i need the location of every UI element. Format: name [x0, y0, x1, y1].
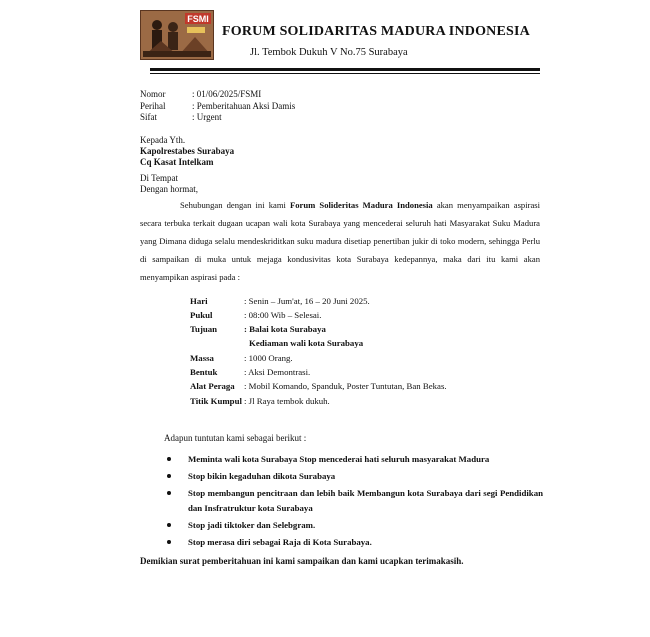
meta-key: Sifat	[140, 112, 157, 122]
meta-key: Nomor	[140, 89, 166, 99]
meta-value: : 01/06/2025/FSMI	[192, 89, 262, 99]
schedule-key: Bentuk	[190, 367, 218, 377]
schedule-key: Titik Kumpul	[190, 396, 242, 406]
bullet-icon	[167, 523, 171, 527]
bullet-icon	[167, 474, 171, 478]
closing-sentence: Demikian surat pemberitahuan ini kami sampaikan dan kami ucapkan terimakasih.	[140, 556, 464, 566]
body-part-2: akan menyampaikan aspirasi secara terbuka terkait dugaan ucapan wali kota Surabaya yang mencederai seluruh hati Masyarakat Suku Madura yang Dimana diduga selalu mendeskriditkan suku madura disetiap penertiban jukir di toko modern, sehingga Perlu di sampaikan di muka untuk mejaga kondusivitas kota Surabaya kedepannya, maka dari itu kami akan menyampikan aspirasi pada :	[140, 200, 541, 282]
schedule-row	[190, 310, 321, 321]
schedule-row	[190, 367, 310, 378]
schedule-value: : Senin – Jum'at, 16 – 20 Juni 2025.	[244, 296, 370, 306]
bullet-icon	[167, 540, 171, 544]
schedule-row	[190, 296, 370, 307]
body-org-bold: Forum Solideritas Madura Indonesia	[290, 200, 433, 210]
header-rule-thick	[150, 68, 540, 71]
meta-value: : Urgent	[192, 112, 222, 122]
schedule-row	[190, 353, 293, 364]
header-rule-thin	[150, 73, 540, 74]
demands-list	[165, 452, 543, 552]
fsmi-logo	[140, 10, 214, 60]
schedule-key: Pukul	[190, 310, 213, 320]
schedule-value: : 1000 Orang.	[244, 353, 293, 363]
schedule-key: Alat Peraga	[190, 381, 235, 391]
recipient-line-2: Kapolrestabes Surabaya	[140, 146, 235, 156]
schedule-key: Massa	[190, 353, 214, 363]
demand-item: Stop jadi tiktoker dan Selebgram.	[165, 518, 543, 533]
schedule-value: : Mobil Komando, Spanduk, Poster Tuntutan, Ban Bekas.	[244, 381, 447, 391]
body-part-1: Sehubungan dengan ini kami	[180, 200, 291, 210]
meta-value: : Pemberitahuan Aksi Damis	[192, 101, 296, 111]
schedule-row	[190, 396, 330, 407]
meta-row-perihal	[140, 101, 295, 112]
schedule-value: Kediaman wali kota Surabaya	[249, 338, 364, 348]
demands-intro: Adapun tuntutan kami sebagai berikut :	[164, 433, 307, 443]
body-paragraph	[140, 196, 540, 286]
meta-key: Perihal	[140, 101, 166, 111]
schedule-key: Tujuan	[190, 324, 218, 334]
org-address: Jl. Tembok Dukuh V No.75 Surabaya	[250, 47, 408, 58]
schedule-value: : Aksi Demontrasi.	[244, 367, 311, 377]
demand-item: Meminta wali kota Surabaya Stop mencederai hati seluruh masyarakat Madura	[165, 452, 543, 467]
demand-item: Stop bikin kegaduhan dikota Surabaya	[165, 469, 543, 484]
recipient-line-1: Kepada Yth.	[140, 135, 186, 145]
bullet-icon	[167, 491, 171, 495]
schedule-row	[190, 324, 326, 335]
recipient-line-4: Di Tempat	[140, 173, 178, 183]
meta-row-sifat	[140, 112, 222, 123]
recipient-line-3: Cq Kasat Intelkam	[140, 157, 214, 167]
schedule-key: Hari	[190, 296, 208, 306]
salutation: Dengan hormat,	[140, 184, 198, 194]
logo-text: FSMI	[187, 14, 209, 24]
schedule-value: : Jl Raya tembok dukuh.	[244, 396, 330, 406]
org-name: FORUM SOLIDARITAS MADURA INDONESIA	[222, 24, 530, 39]
bullet-icon	[167, 457, 171, 461]
demand-item: Stop membangun pencitraan dan lebih baik Membangun kota Surabaya dari segi Pendidikan dan Insfratruktur kota Surabaya	[165, 486, 543, 516]
demand-item: Stop merasa diri sebagai Raja di Kota Surabaya.	[165, 535, 543, 550]
schedule-value: : 08:00 Wib – Selesai.	[244, 310, 322, 320]
schedule-value: : Balai kota Surabaya	[244, 324, 326, 334]
meta-row-nomor	[140, 89, 261, 100]
schedule-row-continued	[249, 338, 363, 349]
schedule-row	[190, 381, 447, 392]
